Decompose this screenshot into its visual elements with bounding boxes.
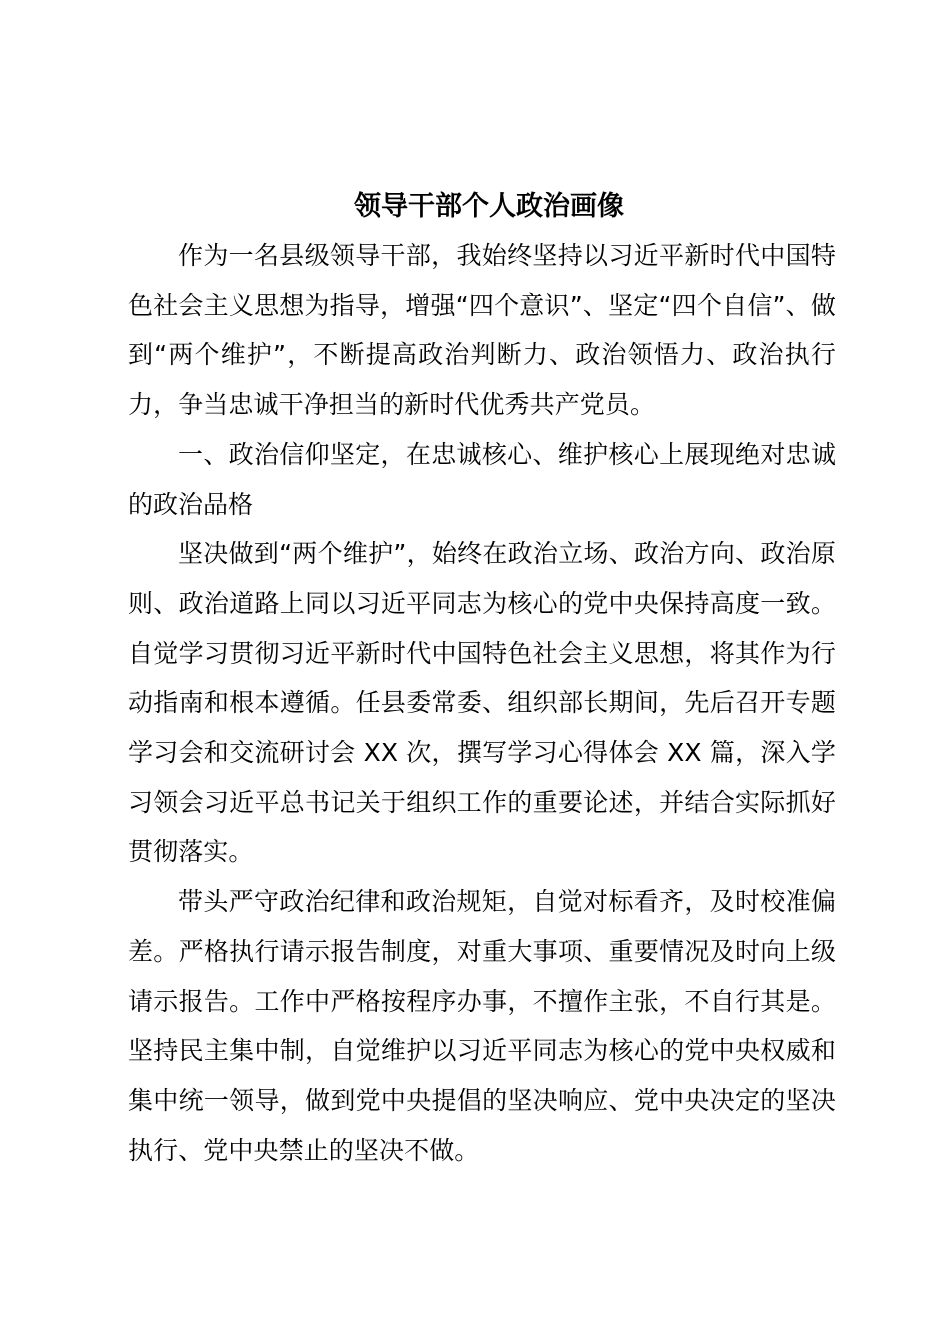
intro-paragraph: 作为一名县级领导干部，我始终坚持以习近平新时代中国特色社会主义思想为指导，增强“四个意识”、坚定“四个自信”、做到“两个维护”，不断提高政治判断力、政治领悟力、政治执行力，争当忠诚干净担当的新时代优秀共产党员。	[128, 241, 836, 420]
document-title: 领导干部个人政治画像	[354, 191, 624, 222]
document-page	[128, 182, 836, 1175]
body-paragraph-2: 坚决做到“两个维护”，始终在政治立场、政治方向、政治原则、政治道路上同以习近平同志为核心的党中央保持高度一致。自觉学习贯彻习近平新时代中国特色社会主义思想，将其作为行动指南和根本遵循。任县委常委、组织部长期间，先后召开专题学习会和交流研讨会 XX 次，撰写学习心得体会 XX 篇，深入学习领会习近平总书记关于组织工作的重要论述，并结合实际抓好贯彻落实。	[128, 539, 836, 867]
section-heading-1: 一、政治信仰坚定，在忠诚核心、维护核心上展现绝对忠诚的政治品格	[128, 439, 836, 519]
body-paragraph-3: 带头严守政治纪律和政治规矩，自觉对标看齐，及时校准偏差。严格执行请示报告制度，对重大事项、重要情况及时向上级请示报告。工作中严格按程序办事，不擅作主张，不自行其是。坚持民主集中制，自觉维护以习近平同志为核心的党中央权威和集中统一领导，做到党中央提倡的坚决响应、党中央决定的坚决执行、党中央禁止的坚决不做。	[128, 887, 836, 1165]
